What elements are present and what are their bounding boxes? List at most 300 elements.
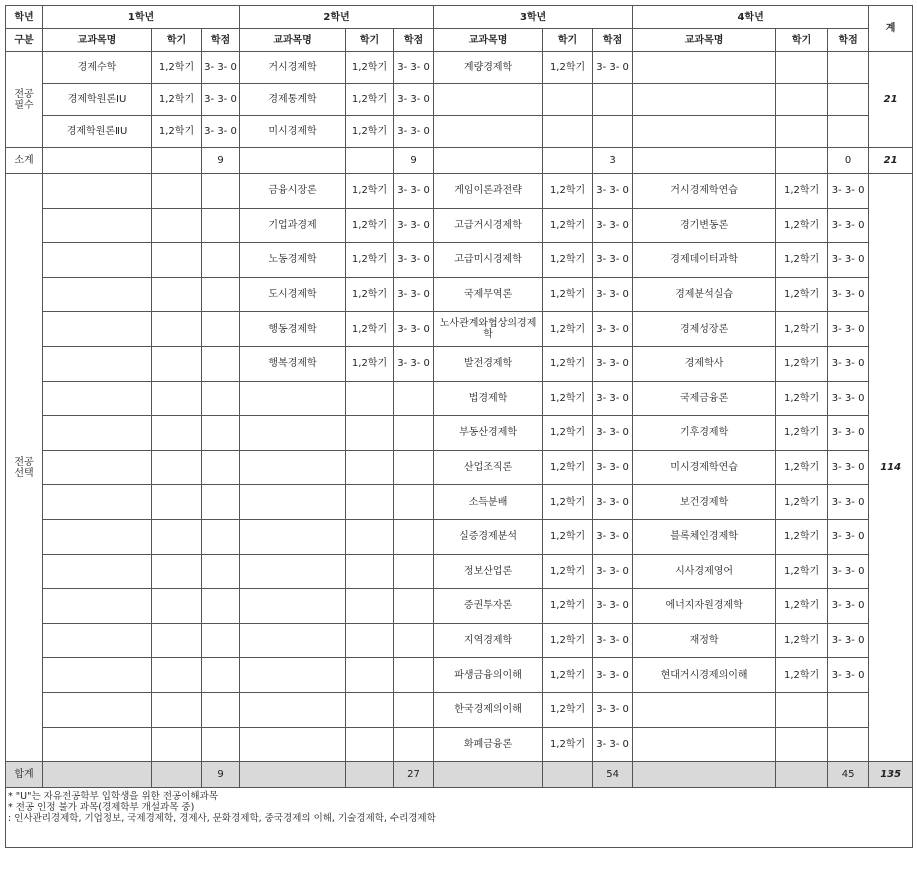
credit-cell [593,84,633,116]
table-row [6,450,913,485]
course-name-cell [43,277,152,312]
course-name-cell [43,658,152,693]
credit-cell: 3- 3- 0 [394,116,434,148]
credit-cell [202,485,240,520]
course-name-cell: 파생금융의이해 [434,658,543,693]
credit-cell: 3- 3- 0 [593,381,633,416]
semester-cell: 1,2학기 [776,312,828,347]
empty-cell [346,148,394,174]
course-name-cell [240,450,346,485]
semester-col-header: 학기 [776,29,828,52]
empty-cell [43,148,152,174]
course-name-cell: 정보산업론 [434,554,543,589]
credit-cell [394,519,434,554]
semester-cell: 1,2학기 [776,346,828,381]
course-name-cell [43,416,152,451]
course-name-cell [43,312,152,347]
subtotal-row-y2-credits: 9 [394,148,434,174]
course-name-cell: 보건경제학 [633,485,776,520]
semester-cell: 1,2학기 [543,243,593,278]
course-name-cell: 산업조직론 [434,450,543,485]
credit-cell: 3- 3- 0 [828,554,869,589]
credit-cell: 3- 3- 0 [593,623,633,658]
empty-cell [434,148,543,174]
grand-total-row-y1-credits: 9 [202,762,240,788]
semester-cell: 1,2학기 [346,52,394,84]
semester-cell [152,485,202,520]
course-name-cell [43,174,152,209]
credit-cell: 3- 3- 0 [394,277,434,312]
course-name-cell [633,692,776,727]
semester-cell: 1,2학기 [776,208,828,243]
credit-cell: 3- 3- 0 [593,485,633,520]
credit-cell: 3- 3- 0 [828,519,869,554]
year4-header: 4학년 [633,6,869,29]
credit-cell: 3- 3- 0 [593,277,633,312]
semester-cell [346,554,394,589]
empty-cell [633,762,776,788]
course-name-cell [43,450,152,485]
credit-cell: 3- 3- 0 [593,589,633,624]
credit-cell: 3- 3- 0 [828,381,869,416]
semester-cell [543,116,593,148]
semester-cell: 1,2학기 [543,312,593,347]
elective-total-credits: 114 [869,174,913,762]
semester-cell: 1,2학기 [346,243,394,278]
credit-cell [828,52,869,84]
course-name-cell: 행동경제학 [240,312,346,347]
empty-cell [543,148,593,174]
course-name-cell [240,416,346,451]
semester-cell: 1,2학기 [776,519,828,554]
semester-cell [152,658,202,693]
semester-cell: 1,2학기 [776,589,828,624]
credit-cell [202,554,240,589]
credit-cell: 3- 3- 0 [593,52,633,84]
semester-cell [152,243,202,278]
credit-cell [828,727,869,762]
table-row [6,52,913,84]
semester-cell: 1,2학기 [543,174,593,209]
credit-cell: 3- 3- 0 [593,658,633,693]
course-name-cell: 경제성장론 [633,312,776,347]
semester-cell [152,208,202,243]
semester-cell [346,416,394,451]
table-row [6,519,913,554]
semester-cell: 1,2학기 [543,623,593,658]
course-name-cell [43,727,152,762]
credit-cell [202,416,240,451]
credit-cell: 3- 3- 0 [394,174,434,209]
course-name-cell: 경제분석실습 [633,277,776,312]
semester-cell: 1,2학기 [543,519,593,554]
credit-cell: 3- 3- 0 [828,485,869,520]
semester-cell: 1,2학기 [543,52,593,84]
required-category-label: 전공 필수 [6,52,43,148]
credit-cell: 3- 3- 0 [593,346,633,381]
semester-cell: 1,2학기 [543,589,593,624]
credit-cell: 3- 3- 0 [828,623,869,658]
semester-cell: 1,2학기 [543,416,593,451]
credit-cell: 3- 3- 0 [394,84,434,116]
table-row [6,116,913,148]
credit-cell: 3- 3- 0 [394,312,434,347]
course-col-header: 교과목명 [434,29,543,52]
credit-cell: 3- 3- 0 [828,277,869,312]
semester-cell [346,485,394,520]
semester-cell [152,277,202,312]
empty-cell [776,762,828,788]
semester-cell [152,554,202,589]
table-row [6,416,913,451]
semester-cell [346,658,394,693]
empty-cell [633,148,776,174]
course-name-cell: 도시경제학 [240,277,346,312]
course-name-cell: 법경제학 [434,381,543,416]
course-name-cell: 고급미시경제학 [434,243,543,278]
semester-cell: 1,2학기 [152,52,202,84]
semester-cell: 1,2학기 [776,381,828,416]
curriculum-table-container [5,5,912,848]
table-row [6,174,913,209]
credit-cell [202,312,240,347]
semester-cell: 1,2학기 [776,174,828,209]
credit-cell [828,84,869,116]
semester-cell: 1,2학기 [543,727,593,762]
semester-cell: 1,2학기 [543,450,593,485]
course-name-cell [240,485,346,520]
credit-cell [202,692,240,727]
semester-cell: 1,2학기 [346,277,394,312]
semester-cell: 1,2학기 [543,692,593,727]
credit-cell [202,727,240,762]
credit-cell: 3- 3- 0 [593,174,633,209]
semester-cell [776,84,828,116]
table-row [6,658,913,693]
curriculum-table [5,5,913,848]
grand-total-row-label: 합계 [6,762,43,788]
course-name-cell: 지역경제학 [434,623,543,658]
credit-cell [394,658,434,693]
notes-row [6,788,913,848]
credit-cell [394,727,434,762]
subtotal-row-y1-credits: 9 [202,148,240,174]
semester-cell: 1,2학기 [776,416,828,451]
credit-cell: 3- 3- 0 [593,208,633,243]
course-name-cell: 경제데이터과학 [633,243,776,278]
semester-cell [543,84,593,116]
course-col-header: 교과목명 [633,29,776,52]
course-name-cell: 시사경제영어 [633,554,776,589]
course-name-cell: 화폐금융론 [434,727,543,762]
course-name-cell [240,381,346,416]
course-name-cell [240,692,346,727]
semester-cell: 1,2학기 [346,174,394,209]
credit-cell: 3- 3- 0 [394,52,434,84]
required-total-credits: 21 [869,52,913,148]
course-name-cell: 블록체인경제학 [633,519,776,554]
credit-cell: 3- 3- 0 [593,416,633,451]
semester-cell [152,312,202,347]
semester-cell: 1,2학기 [776,554,828,589]
credit-cell [202,519,240,554]
credit-cell [394,692,434,727]
table-row [6,554,913,589]
table-row [6,589,913,624]
credit-cell: 3- 3- 0 [593,450,633,485]
credit-cell: 3- 3- 0 [828,243,869,278]
total-header: 계 [869,6,913,52]
table-row [6,727,913,762]
course-name-cell [240,519,346,554]
semester-cell [776,692,828,727]
course-name-cell [633,84,776,116]
semester-cell: 1,2학기 [543,277,593,312]
semester-cell [152,589,202,624]
semester-cell [776,727,828,762]
course-name-cell [43,243,152,278]
course-name-cell [43,692,152,727]
course-name-cell: 행복경제학 [240,346,346,381]
table-row [6,84,913,116]
credit-cell [202,450,240,485]
course-name-cell: 현대거시경제의이해 [633,658,776,693]
subtotal-row [6,148,913,174]
grand-total-row [6,762,913,788]
credit-cell: 3- 3- 0 [828,589,869,624]
course-name-cell: 소득분배 [434,485,543,520]
year1-header: 1학년 [43,6,240,29]
credit-cell: 3- 3- 0 [593,727,633,762]
semester-col-header: 학기 [346,29,394,52]
semester-col-header: 학기 [543,29,593,52]
credit-cell [394,381,434,416]
semester-cell: 1,2학기 [346,116,394,148]
note-line: * 전공 인정 불가 과목(경제학부 개설과목 중) [8,802,195,814]
empty-cell [43,762,152,788]
course-name-cell [240,623,346,658]
course-name-cell: 계량경제학 [434,52,543,84]
credit-cell [394,485,434,520]
semester-cell: 1,2학기 [776,243,828,278]
semester-cell [152,450,202,485]
course-name-cell: 한국경제의이해 [434,692,543,727]
course-name-cell: 고급거시경제학 [434,208,543,243]
semester-cell [776,116,828,148]
credit-cell [202,346,240,381]
credit-cell: 3- 3- 0 [828,450,869,485]
subtotal-row-label: 소계 [6,148,43,174]
note-line: * "U"는 자유전공학부 입학생을 위한 전공이해과목 [8,791,218,803]
course-name-cell: 재정학 [633,623,776,658]
grand-total-row-y2-credits: 27 [394,762,434,788]
semester-cell [346,589,394,624]
course-name-cell: 경제학원론ⅡU [43,116,152,148]
course-name-cell: 경제통계학 [240,84,346,116]
semester-cell [152,174,202,209]
table-row [6,208,913,243]
credit-cell: 3- 3- 0 [202,52,240,84]
empty-cell [152,148,202,174]
course-name-cell: 노사관계와협상의경제학 [434,312,543,347]
credit-cell [828,692,869,727]
course-name-cell [43,519,152,554]
semester-cell: 1,2학기 [346,312,394,347]
empty-cell [434,762,543,788]
course-name-cell [43,485,152,520]
credit-cell: 3- 3- 0 [593,692,633,727]
table-row [6,381,913,416]
course-name-cell [240,589,346,624]
course-name-cell: 노동경제학 [240,243,346,278]
semester-cell: 1,2학기 [152,84,202,116]
course-name-cell: 게임이론과전략 [434,174,543,209]
course-name-cell: 기후경제학 [633,416,776,451]
credit-cell: 3- 3- 0 [202,116,240,148]
credit-cell: 3- 3- 0 [593,312,633,347]
credit-cell: 3- 3- 0 [394,243,434,278]
semester-cell [346,381,394,416]
course-name-cell: 미시경제학연습 [633,450,776,485]
semester-cell: 1,2학기 [543,485,593,520]
grand-total-row-total: 135 [869,762,913,788]
credit-cell [202,243,240,278]
course-name-cell: 경기변동론 [633,208,776,243]
credit-cell: 3- 3- 0 [828,346,869,381]
course-name-cell: 실증경제분석 [434,519,543,554]
semester-cell: 1,2학기 [346,84,394,116]
credit-cell [202,658,240,693]
semester-cell: 1,2학기 [543,554,593,589]
semester-cell [152,727,202,762]
semester-cell [152,381,202,416]
credit-cell: 3- 3- 0 [593,554,633,589]
credit-cell [394,589,434,624]
course-name-cell [240,554,346,589]
course-col-header: 교과목명 [240,29,346,52]
course-name-cell [240,727,346,762]
course-name-cell: 국제무역론 [434,277,543,312]
semester-cell: 1,2학기 [543,346,593,381]
semester-cell: 1,2학기 [346,208,394,243]
course-name-cell [43,381,152,416]
course-name-cell: 발전경제학 [434,346,543,381]
table-row [6,692,913,727]
credit-cell: 3- 3- 0 [394,346,434,381]
credit-cell [202,381,240,416]
course-name-cell [633,116,776,148]
course-name-cell: 국제금융론 [633,381,776,416]
header-row-years [6,6,913,29]
table-row [6,346,913,381]
semester-cell: 1,2학기 [543,658,593,693]
semester-cell [346,519,394,554]
semester-cell [152,623,202,658]
credit-cell [394,623,434,658]
credit-cell: 3- 3- 0 [828,416,869,451]
semester-cell [776,52,828,84]
credit-cell: 3- 3- 0 [828,208,869,243]
course-name-cell: 금융시장론 [240,174,346,209]
course-name-cell: 부동산경제학 [434,416,543,451]
credit-cell [202,174,240,209]
semester-cell [152,346,202,381]
subtotal-row-y4-credits: 0 [828,148,869,174]
empty-cell [543,762,593,788]
grand-total-row-y3-credits: 54 [593,762,633,788]
empty-cell [152,762,202,788]
course-name-cell [434,84,543,116]
credit-cell [828,116,869,148]
empty-cell [240,762,346,788]
course-name-cell [633,52,776,84]
semester-cell: 1,2학기 [346,346,394,381]
semester-cell: 1,2학기 [776,485,828,520]
semester-cell [346,692,394,727]
course-name-cell: 거시경제학 [240,52,346,84]
credit-cell [202,589,240,624]
semester-cell: 1,2학기 [776,450,828,485]
course-name-cell [43,208,152,243]
credit-cell [593,116,633,148]
table-row [6,243,913,278]
credit-cell: 3- 3- 0 [202,84,240,116]
grade-header: 학년 [6,6,43,29]
credit-cell [394,450,434,485]
subtotal-row-total: 21 [869,148,913,174]
course-name-cell [633,727,776,762]
elective-category-label: 전공 선택 [6,174,43,762]
semester-col-header: 학기 [152,29,202,52]
credit-col-header: 학점 [202,29,240,52]
header-row-columns [6,29,913,52]
course-col-header: 교과목명 [43,29,152,52]
credit-col-header: 학점 [593,29,633,52]
semester-cell [346,727,394,762]
course-name-cell: 경제수학 [43,52,152,84]
course-name-cell: 에너지자원경제학 [633,589,776,624]
credit-cell: 3- 3- 0 [593,519,633,554]
credit-cell: 3- 3- 0 [593,243,633,278]
semester-cell [346,450,394,485]
credit-col-header: 학점 [828,29,869,52]
table-row [6,623,913,658]
credit-cell [202,623,240,658]
course-name-cell: 미시경제학 [240,116,346,148]
table-row [6,277,913,312]
credit-cell [394,554,434,589]
empty-cell [776,148,828,174]
credit-cell: 3- 3- 0 [828,312,869,347]
grand-total-row-y4-credits: 45 [828,762,869,788]
semester-cell: 1,2학기 [776,623,828,658]
year3-header: 3학년 [434,6,633,29]
year2-header: 2학년 [240,6,434,29]
course-name-cell [43,623,152,658]
course-name-cell: 거시경제학연습 [633,174,776,209]
course-name-cell [43,346,152,381]
semester-cell [346,623,394,658]
semester-cell: 1,2학기 [152,116,202,148]
credit-cell: 3- 3- 0 [828,658,869,693]
credit-cell [202,208,240,243]
course-name-cell [434,116,543,148]
credit-cell [394,416,434,451]
credit-col-header: 학점 [394,29,434,52]
course-name-cell: 기업과경제 [240,208,346,243]
empty-cell [346,762,394,788]
semester-cell [152,416,202,451]
